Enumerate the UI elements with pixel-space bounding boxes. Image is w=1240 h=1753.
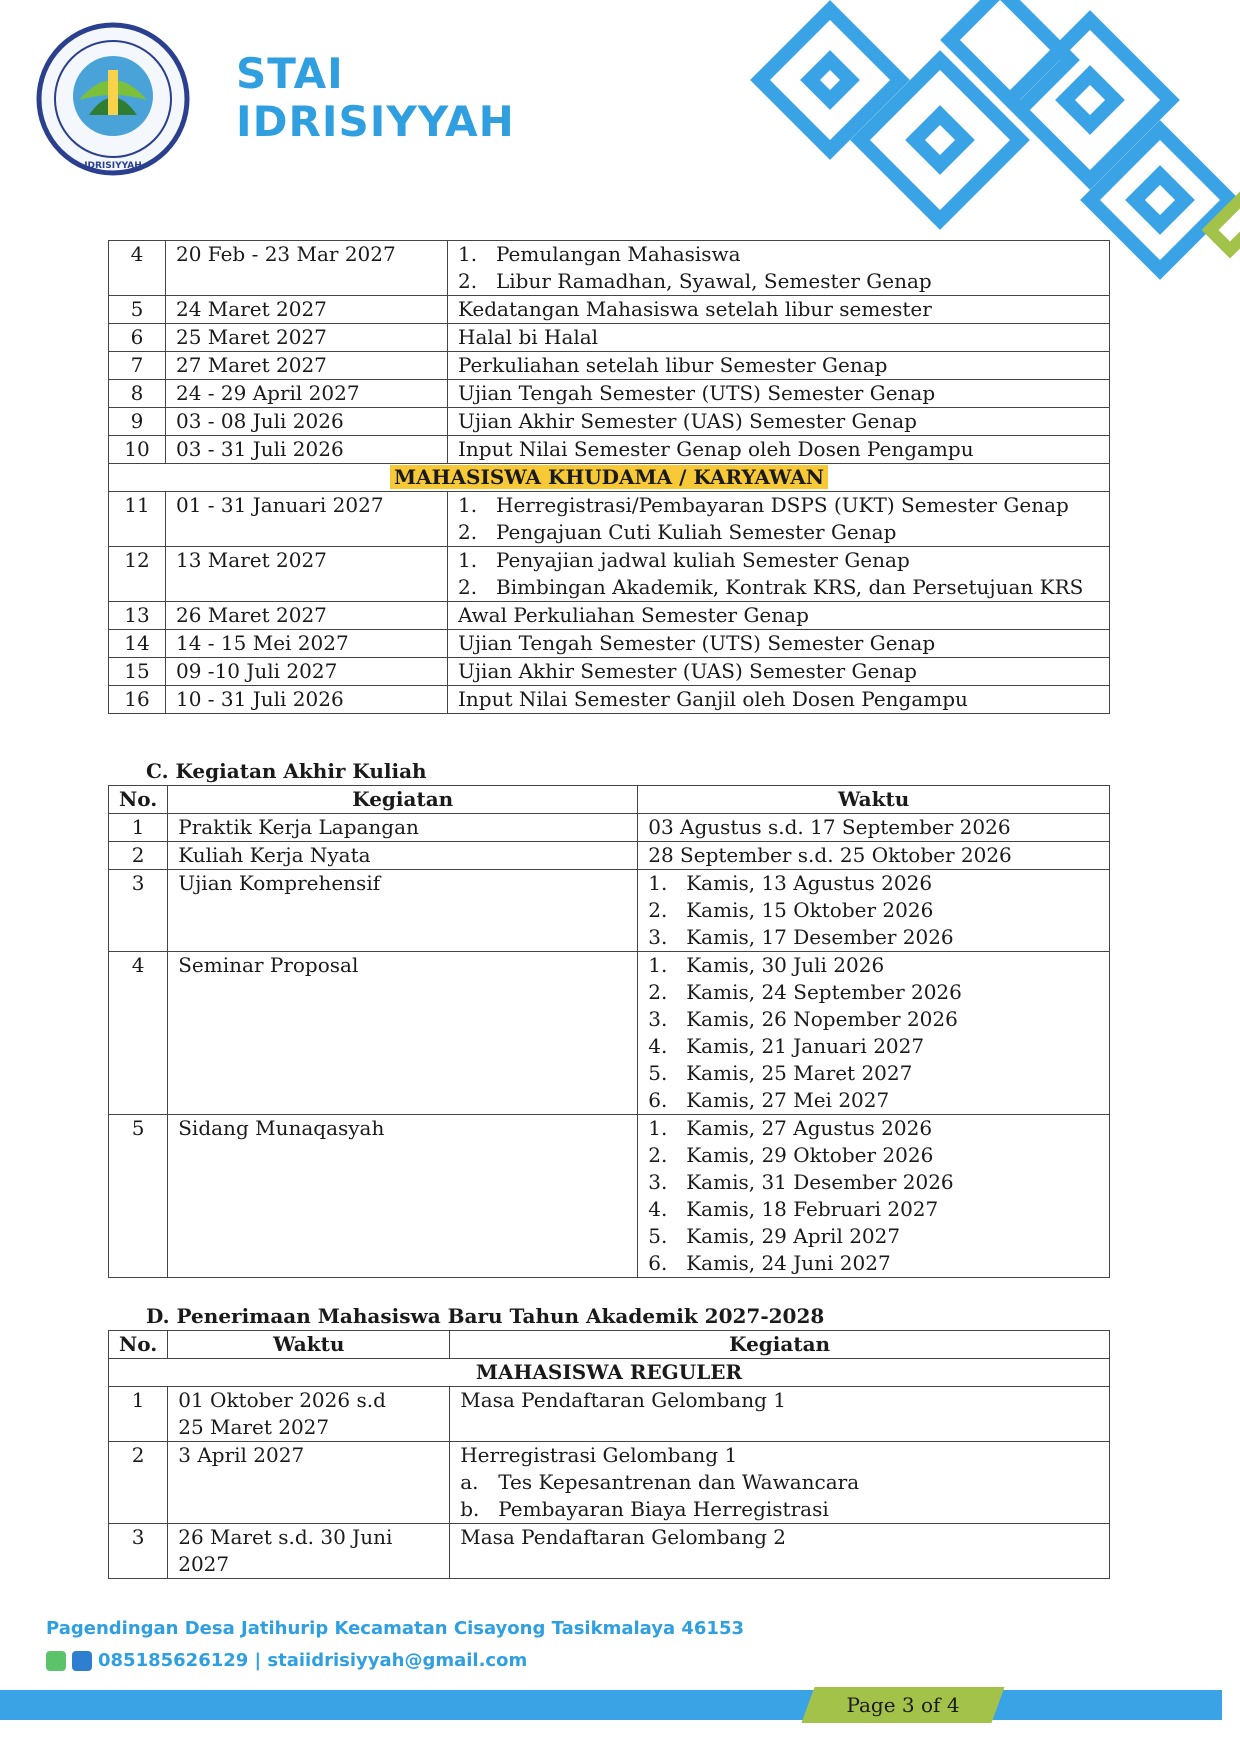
table-row <box>109 602 1110 630</box>
schedule-table-semester <box>108 240 1110 714</box>
list-marker: 6. <box>648 1088 668 1112</box>
brand-line-2: IDRISIYYAH <box>236 97 515 146</box>
table-kegiatan-akhir <box>108 785 1110 1278</box>
list-marker: 1. <box>648 1116 668 1140</box>
table-row <box>109 1115 1110 1278</box>
activity-cell: Ujian Tengah Semester (UTS) Semester Genap <box>448 380 1110 408</box>
kegiatan-text: Herregistrasi Gelombang 1 <box>460 1443 738 1467</box>
list-text: Pemulangan Mahasiswa <box>496 242 741 266</box>
activity-cell: Kedatangan Mahasiswa setelah libur semester <box>448 296 1110 324</box>
row-number: 4 <box>109 952 168 1115</box>
table-row <box>109 1387 1110 1442</box>
header-waktu: Waktu <box>638 786 1110 814</box>
row-number: 7 <box>109 352 166 380</box>
table-row <box>109 842 1110 870</box>
table-row <box>109 547 1110 602</box>
brand-name <box>236 50 515 146</box>
list-text: Kamis, 27 Mei 2027 <box>686 1088 890 1112</box>
list-item <box>648 1033 1099 1060</box>
list-text: Kamis, 13 Agustus 2026 <box>686 871 933 895</box>
list-item <box>648 979 1099 1006</box>
table-row <box>109 241 1110 296</box>
table-row <box>109 324 1110 352</box>
activity-cell: Input Nilai Semester Ganjil oleh Dosen Pengampu <box>448 686 1110 714</box>
activity-cell: Ujian Akhir Semester (UAS) Semester Genap <box>448 658 1110 686</box>
list-text: Herregistrasi/Pembayaran DSPS (UKT) Semester Genap <box>496 493 1069 517</box>
list-text: Kamis, 21 Januari 2027 <box>686 1034 925 1058</box>
list-item <box>648 1087 1099 1114</box>
kegiatan-cell: Seminar Proposal <box>168 952 638 1115</box>
list-item <box>648 897 1099 924</box>
table-row <box>109 1442 1110 1524</box>
date-cell: 13 Maret 2027 <box>166 547 448 602</box>
activity-cell: Awal Perkuliahan Semester Genap <box>448 602 1110 630</box>
list-text: Kamis, 25 Maret 2027 <box>686 1061 913 1085</box>
list-marker: 2. <box>648 1143 668 1167</box>
kegiatan-cell <box>450 1442 1110 1524</box>
list-marker: 5. <box>648 1061 668 1085</box>
group-row <box>109 464 1110 492</box>
list-text: Kamis, 31 Desember 2026 <box>686 1170 954 1194</box>
list-item <box>648 1169 1099 1196</box>
date-cell: 03 - 08 Juli 2026 <box>166 408 448 436</box>
list-text: Kamis, 24 September 2026 <box>686 980 962 1004</box>
contact-text: 085185626129 | staiidrisiyyah@gmail.com <box>98 1650 528 1671</box>
list-text: Kamis, 30 Juli 2026 <box>686 953 885 977</box>
row-number: 2 <box>109 1442 168 1524</box>
footer-address: Pagendingan Desa Jatihurip Kecamatan Cisayong Tasikmalaya 46153 <box>46 1618 745 1639</box>
list-item <box>458 492 1099 519</box>
list-item <box>460 1496 1099 1523</box>
section-d-title: D. Penerimaan Mahasiswa Baru Tahun Akademik 2027-2028 <box>146 1304 825 1328</box>
list-item <box>648 1196 1099 1223</box>
footer-contact <box>46 1650 527 1671</box>
list-marker: 1. <box>458 548 478 572</box>
date-cell: 03 - 31 Juli 2026 <box>166 436 448 464</box>
list-marker: 1. <box>458 493 478 517</box>
list-text: Penyajian jadwal kuliah Semester Genap <box>496 548 910 572</box>
list-marker: 1. <box>458 242 478 266</box>
row-number: 12 <box>109 547 166 602</box>
kegiatan-cell: Ujian Komprehensif <box>168 870 638 952</box>
kegiatan-cell: Kuliah Kerja Nyata <box>168 842 638 870</box>
list-marker: 6. <box>648 1251 668 1275</box>
row-number: 6 <box>109 324 166 352</box>
list-marker: 1. <box>648 871 668 895</box>
header-kegiatan: Kegiatan <box>450 1331 1110 1359</box>
list-text: Kamis, 18 Februari 2027 <box>686 1197 939 1221</box>
table-row <box>109 814 1110 842</box>
list-item <box>648 1250 1099 1277</box>
row-number: 9 <box>109 408 166 436</box>
kegiatan-cell: Praktik Kerja Lapangan <box>168 814 638 842</box>
date-cell: 14 - 15 Mei 2027 <box>166 630 448 658</box>
activity-cell: Perkuliahan setelah libur Semester Genap <box>448 352 1110 380</box>
waktu-cell: 03 Agustus s.d. 17 September 2026 <box>638 814 1110 842</box>
table-row <box>109 952 1110 1115</box>
list-text: Kamis, 26 Nopember 2026 <box>686 1007 958 1031</box>
group-label: MAHASISWA REGULER <box>109 1359 1110 1387</box>
activity-cell <box>638 870 1110 952</box>
waktu-line: 25 Maret 2027 <box>178 1415 330 1439</box>
date-cell: 01 - 31 Januari 2027 <box>166 492 448 547</box>
list-text: Kamis, 29 April 2027 <box>686 1224 901 1248</box>
table-row <box>109 870 1110 952</box>
kegiatan-text: Masa Pendaftaran Gelombang 1 <box>460 1388 786 1412</box>
waktu-cell <box>168 1387 450 1442</box>
row-number: 1 <box>109 814 168 842</box>
list-text: Kamis, 17 Desember 2026 <box>686 925 954 949</box>
college-logo <box>34 20 192 178</box>
header-kegiatan: Kegiatan <box>168 786 638 814</box>
row-number: 3 <box>109 870 168 952</box>
row-number: 11 <box>109 492 166 547</box>
list-marker: 4. <box>648 1197 668 1221</box>
table-row <box>109 352 1110 380</box>
header-waktu: Waktu <box>168 1331 450 1359</box>
activity-cell <box>638 952 1110 1115</box>
list-item <box>458 241 1099 268</box>
row-number: 4 <box>109 241 166 296</box>
group-label: MAHASISWA KHUDAMA / KARYAWAN <box>390 465 828 489</box>
list-text: Kamis, 29 Oktober 2026 <box>686 1143 934 1167</box>
list-text: Tes Kepesantrenan dan Wawancara <box>498 1470 860 1494</box>
activity-cell <box>448 547 1110 602</box>
list-item <box>648 1115 1099 1142</box>
activity-cell: Input Nilai Semester Genap oleh Dosen Pengampu <box>448 436 1110 464</box>
table-row <box>109 436 1110 464</box>
header-no: No. <box>109 786 168 814</box>
list-marker: 2. <box>458 269 478 293</box>
row-number: 15 <box>109 658 166 686</box>
table-row <box>109 630 1110 658</box>
list-marker: 2. <box>648 898 668 922</box>
waktu-line: 3 April 2027 <box>178 1443 305 1467</box>
telegram-icon <box>72 1651 92 1671</box>
table-row <box>109 658 1110 686</box>
table-row <box>109 686 1110 714</box>
activity-cell: Ujian Akhir Semester (UAS) Semester Genap <box>448 408 1110 436</box>
list-text: Kamis, 27 Agustus 2026 <box>686 1116 933 1140</box>
row-number: 1 <box>109 1387 168 1442</box>
list-marker: 1. <box>648 953 668 977</box>
date-cell: 24 - 29 April 2027 <box>166 380 448 408</box>
date-cell: 24 Maret 2027 <box>166 296 448 324</box>
row-number: 16 <box>109 686 166 714</box>
list-text: Kamis, 15 Oktober 2026 <box>686 898 934 922</box>
table-row <box>109 1524 1110 1579</box>
table-row <box>109 380 1110 408</box>
date-cell: 10 - 31 Juli 2026 <box>166 686 448 714</box>
row-number: 5 <box>109 1115 168 1278</box>
footer-bar <box>0 1690 1222 1720</box>
table-row <box>109 296 1110 324</box>
waktu-line: 26 Maret s.d. 30 Juni 2027 <box>178 1525 393 1576</box>
row-number: 5 <box>109 296 166 324</box>
list-marker: b. <box>460 1497 480 1521</box>
list-item <box>458 547 1099 574</box>
list-item <box>648 952 1099 979</box>
list-item <box>458 268 1099 295</box>
waktu-cell <box>168 1524 450 1579</box>
date-cell: 26 Maret 2027 <box>166 602 448 630</box>
list-marker: 5. <box>648 1224 668 1248</box>
list-item <box>648 870 1099 897</box>
list-marker: 3. <box>648 1170 668 1194</box>
date-cell: 25 Maret 2027 <box>166 324 448 352</box>
row-number: 3 <box>109 1524 168 1579</box>
row-number: 13 <box>109 602 166 630</box>
activity-cell <box>638 1115 1110 1278</box>
list-item <box>648 924 1099 951</box>
page-number: Page 3 of 4 <box>846 1693 960 1717</box>
list-marker: 4. <box>648 1034 668 1058</box>
whatsapp-icon <box>46 1651 66 1671</box>
activity-cell <box>448 492 1110 547</box>
activity-cell <box>448 241 1110 296</box>
waktu-line: 01 Oktober 2026 s.d <box>178 1388 386 1412</box>
table-row <box>109 408 1110 436</box>
table-row <box>109 492 1110 547</box>
svg-text:IDRISIYYAH: IDRISIYYAH <box>84 161 142 171</box>
row-number: 8 <box>109 380 166 408</box>
date-cell: 20 Feb - 23 Mar 2027 <box>166 241 448 296</box>
list-item <box>458 574 1099 601</box>
list-item <box>460 1469 1099 1496</box>
table-penerimaan <box>108 1330 1110 1579</box>
row-number: 2 <box>109 842 168 870</box>
list-item <box>458 519 1099 546</box>
list-text: Pembayaran Biaya Herregistrasi <box>498 1497 829 1521</box>
waktu-cell: 28 September s.d. 25 Oktober 2026 <box>638 842 1110 870</box>
list-text: Libur Ramadhan, Syawal, Semester Genap <box>496 269 932 293</box>
brand-line-1: STAI <box>236 49 344 98</box>
activity-cell: Ujian Tengah Semester (UTS) Semester Genap <box>448 630 1110 658</box>
row-number: 10 <box>109 436 166 464</box>
list-item <box>648 1006 1099 1033</box>
waktu-cell <box>168 1442 450 1524</box>
list-marker: 2. <box>458 575 478 599</box>
list-marker: 3. <box>648 1007 668 1031</box>
kegiatan-cell <box>450 1387 1110 1442</box>
list-marker: 3. <box>648 925 668 949</box>
list-marker: a. <box>460 1470 479 1494</box>
kegiatan-text: Masa Pendaftaran Gelombang 2 <box>460 1525 786 1549</box>
row-number: 14 <box>109 630 166 658</box>
header-no: No. <box>109 1331 168 1359</box>
date-cell: 27 Maret 2027 <box>166 352 448 380</box>
activity-cell: Halal bi Halal <box>448 324 1110 352</box>
list-item <box>648 1060 1099 1087</box>
date-cell: 09 -10 Juli 2027 <box>166 658 448 686</box>
group-row <box>109 1359 1110 1387</box>
list-item <box>648 1223 1099 1250</box>
section-c-title: C. Kegiatan Akhir Kuliah <box>146 759 427 783</box>
list-marker: 2. <box>648 980 668 1004</box>
kegiatan-cell <box>450 1524 1110 1579</box>
kegiatan-cell: Sidang Munaqasyah <box>168 1115 638 1278</box>
list-text: Kamis, 24 Juni 2027 <box>686 1251 891 1275</box>
list-marker: 2. <box>458 520 478 544</box>
list-item <box>648 1142 1099 1169</box>
list-text: Bimbingan Akademik, Kontrak KRS, dan Persetujuan KRS <box>496 575 1084 599</box>
group-cell <box>109 464 1110 492</box>
list-text: Pengajuan Cuti Kuliah Semester Genap <box>496 520 897 544</box>
